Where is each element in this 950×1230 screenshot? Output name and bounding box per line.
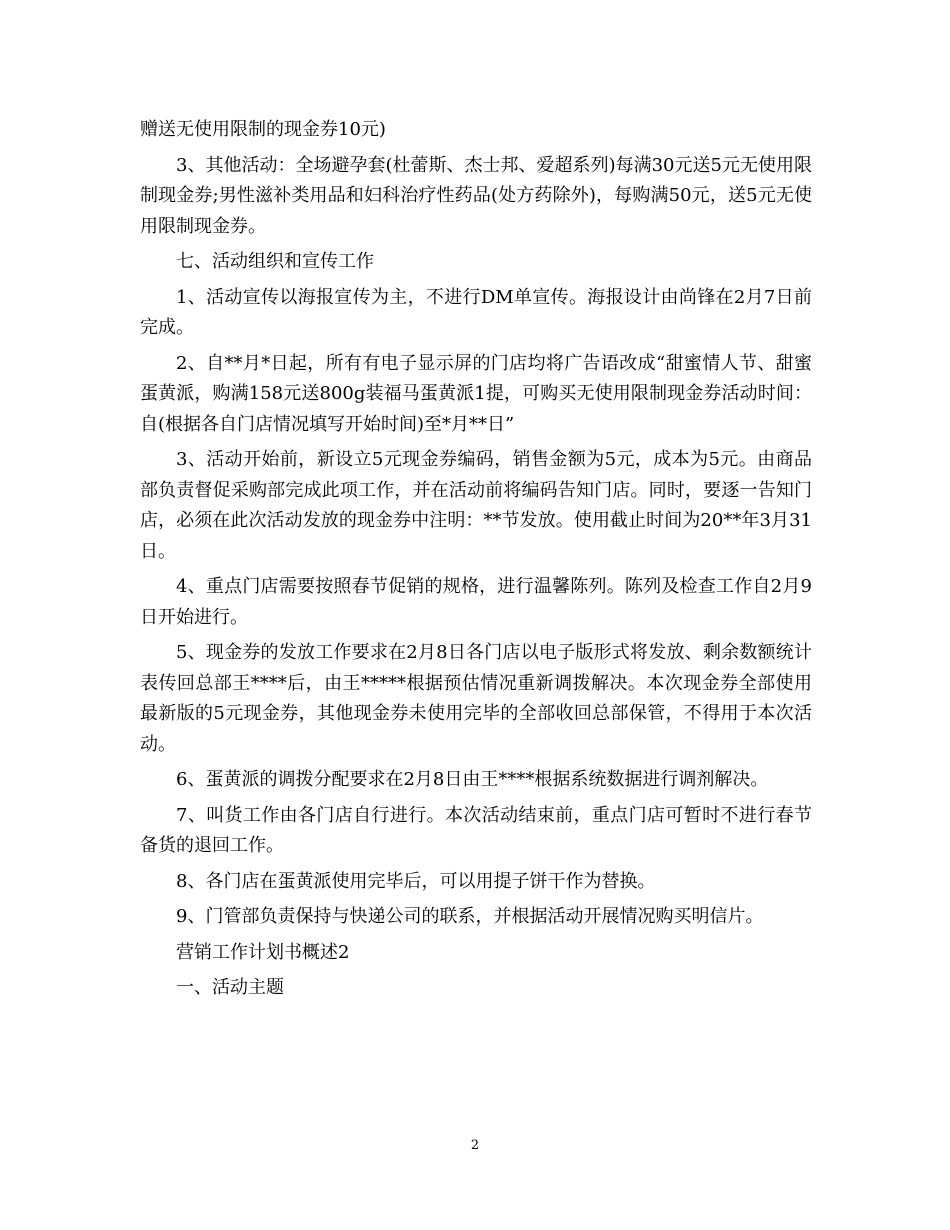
paragraph: 3、其他活动：全场避孕套(杜蕾斯、杰士邦、爱超系列)每满30元送5元无使用限制现金券;男性滋补类用品和妇科治疗性药品(处方药除外)，每购满50元，送5元无使用限制现金券。	[140, 154, 812, 237]
section-heading: 一、活动主题	[176, 977, 284, 998]
paragraph: 4、重点门店需要按照春节促销的规格，进行温馨陈列。陈列及检查工作自2月9日开始进行。	[140, 576, 812, 628]
paragraph: 7、叫货工作由各门店自行进行。本次活动结束前，重点门店可暂时不进行春节备货的退回工作。	[140, 804, 812, 856]
paragraph: 5、现金券的发放工作要求在2月8日各门店以电子版形式将发放、剩余数额统计表传回总部王****后，由王*****根据预估情况重新调拨解决。本次现金券全部使用最新版的5元现金券，其他现金券未使用完毕的全部收回总部保管，不得用于本次活动。	[140, 642, 812, 755]
paragraph: 6、蛋黄派的调拨分配要求在2月8日由王****根据系统数据进行调剂解决。	[176, 769, 769, 790]
paragraph: 赠送无使用限制的现金券10元)	[140, 119, 386, 140]
section-heading: 七、活动组织和宣传工作	[176, 251, 374, 272]
paragraph: 2、自**月*日起，所有有电子显示屏的门店均将广告语改成“甜蜜情人节、甜蜜蛋黄派，购满158元送800g装福马蛋黄派1提，可购买无使用限制现金券活动时间：自(根据各自门店情况填写开始时间)至*月**日”	[140, 352, 812, 435]
paragraph: 1、活动宣传以海报宣传为主，不进行DM单宣传。海报设计由尚锋在2月7日前完成。	[140, 286, 812, 338]
page-number: 2	[470, 1138, 480, 1153]
document-body	[140, 115, 812, 1009]
paragraph: 8、各门店在蛋黄派使用完毕后，可以用提子饼干作为替换。	[176, 870, 656, 892]
paragraph: 9、门管部负责保持与快递公司的联系，并根据活动开展情况购买明信片。	[176, 906, 764, 927]
paragraph: 3、活动开始前，新设立5元现金券编码，销售金额为5元，成本为5元。由商品部负责督促采购部完成此项工作，并在活动前将编码告知门店。同时，要逐一告知门店，必须在此次活动发放的现金券中注明：**节发放。使用截止时间为20**年3月31日。	[140, 449, 812, 562]
document-subtitle: 营销工作计划书概述2	[176, 941, 350, 963]
